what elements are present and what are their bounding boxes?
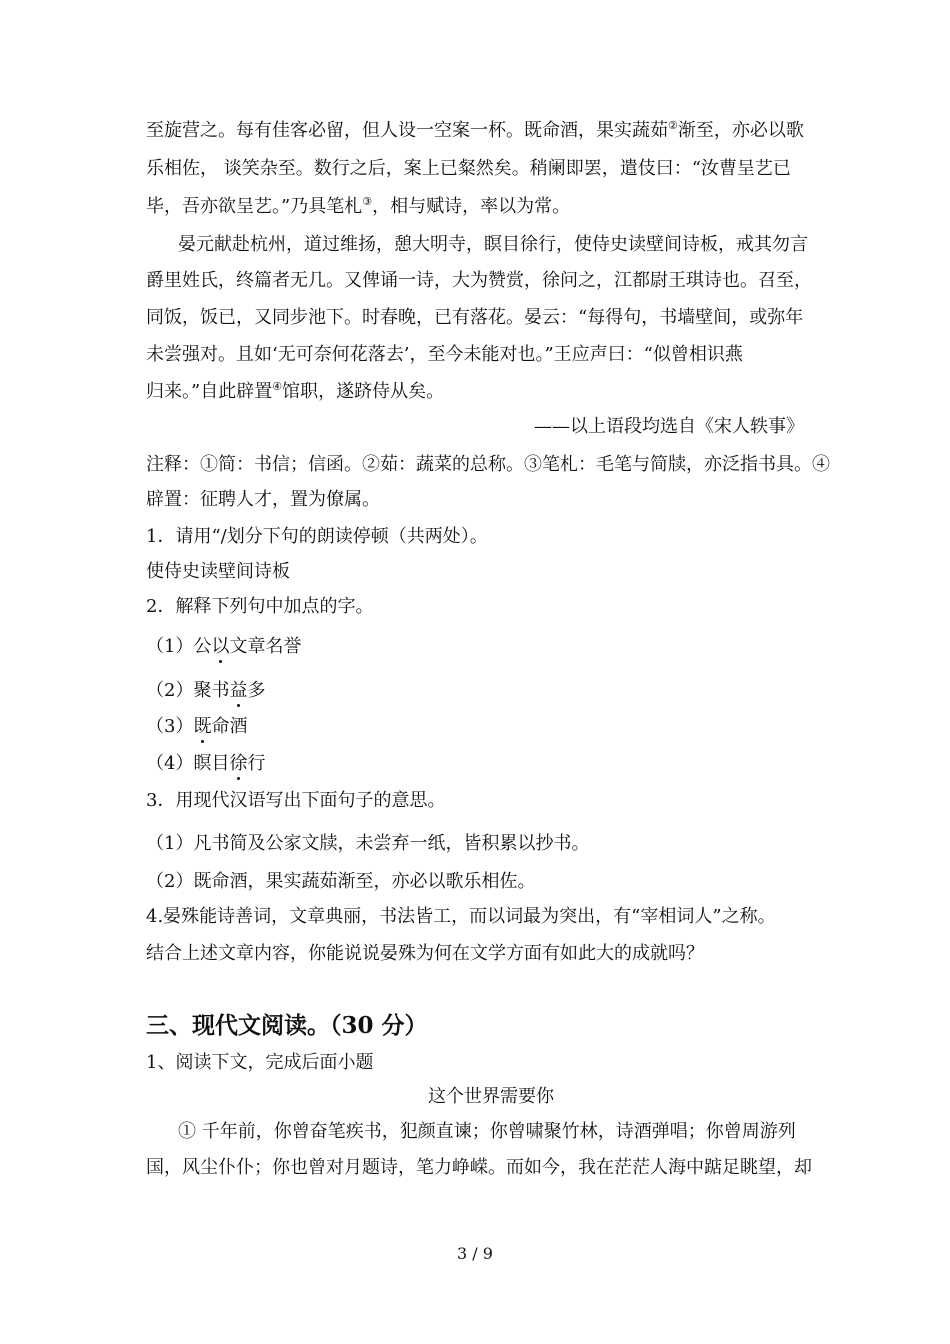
item-suffix: 文章名誉: [229, 636, 302, 657]
passage-line-1: [146, 120, 810, 142]
item-prefix: （1）公: [146, 636, 212, 657]
passage-line-8-part-a: 归来。”自此辟置: [146, 381, 273, 402]
question-3-item-2: （2）既命酒，果实蔬茹渐至，亦必以歌乐相佐。: [146, 871, 536, 892]
footnote-marker-2: ②: [668, 119, 678, 132]
item-prefix: （4）瞑目: [146, 753, 230, 774]
question-1-sentence: 使侍史读壁间诗板: [146, 561, 290, 582]
passage-line-3-part-b: ，相与赋诗，率以为常。: [372, 196, 571, 217]
question-1: 1．请用“/划分下句的朗读停顿（共两处）。: [146, 526, 488, 547]
passage-line-2: 乐相佐， 谈笑杂至。数行之后，案上已粲然矣。稍阑即罢，遣伎曰：“汝曹呈艺已: [146, 158, 791, 179]
passage-line-3-part-a: 毕，吾亦欲呈艺。”乃具笔札: [146, 196, 363, 217]
question-4-line-2: 结合上述文章内容，你能说说晏殊为何在文学方面有如此大的成就吗？: [146, 943, 704, 964]
passage-line-1-part-a: 至旋营之。每有佳客必留，但人设一空案一杯。既命酒，果实蔬茹: [146, 120, 668, 141]
question-3-item-1: （1）凡书简及公家文牍，未尝弃一纸，皆积累以抄书。: [146, 833, 590, 854]
item-suffix: 命酒: [211, 716, 248, 737]
passage-line-1-part-b: 渐至，亦必以歌: [677, 120, 804, 141]
dotted-char: 既: [193, 716, 212, 737]
page-number: 3 / 9: [457, 1244, 493, 1263]
footnote-marker-3: ③: [362, 195, 373, 208]
passage-line-7: 未尝强对。且如‘无可奈何花落去’，至今未能对也。”王应声曰：“似曾相识燕: [146, 344, 743, 365]
dotted-char: 徐: [229, 753, 248, 774]
item-suffix: 多: [247, 680, 266, 701]
passage-line-3: [146, 196, 810, 218]
reading-title: 这个世界需要你: [428, 1086, 554, 1107]
item-suffix: 行: [247, 753, 266, 774]
question-2: 2．解释下列句中加点的字。: [146, 596, 374, 617]
question-2-item-2: [146, 680, 810, 702]
item-prefix: （2）聚书: [146, 680, 230, 701]
section-3-instruction: 1、阅读下文，完成后面小题: [146, 1052, 374, 1073]
passage-line-8-part-b: 馆职，遂跻侍从矣。: [282, 381, 445, 402]
section-3-heading: 三、现代文阅读。（30 分）: [146, 1012, 428, 1039]
passage-line-8: [146, 381, 810, 403]
dotted-char: 以: [211, 636, 230, 657]
reading-line-2: 国，风尘仆仆；你也曾对月题诗，笔力峥嵘。而如今，我在茫茫人海中踮足眺望，却: [146, 1157, 812, 1178]
question-2-item-4: [146, 753, 810, 775]
item-prefix: （3）: [146, 716, 194, 737]
footnote-marker-4: ④: [272, 380, 283, 393]
passage-line-5: 爵里姓氏，终篇者无几。又俾诵一诗，大为赞赏，徐问之，江都尉王琪诗也。召至，: [146, 270, 812, 291]
reading-line-1: ① 千年前，你曾奋笔疾书，犯颜直谏；你曾啸聚竹林，诗酒弹唱；你曾周游列: [178, 1121, 796, 1142]
passage-source: ——以上语段均选自《宋人轶事》: [534, 416, 804, 437]
question-2-item-1: [146, 636, 810, 658]
notes-line-1: 注释：①简：书信；信函。②茹：蔬菜的总称。③笔札：毛笔与简牍，亦泛指书具。④: [146, 454, 830, 475]
question-3: 3．用现代汉语写出下面句子的意思。: [146, 790, 446, 811]
passage-line-6: 同饭，饭已，又同步池下。时春晚，已有落花。晏云：“每得句，书墙壁间，或弥年: [146, 307, 804, 328]
passage-line-4: 晏元献赴杭州，道过维扬，憩大明寺，瞑目徐行，使侍史读壁间诗板，戒其勿言: [178, 234, 808, 255]
notes-line-2: 辟置：征聘人才，置为僚属。: [146, 489, 380, 510]
question-4-line-1: 4.晏殊能诗善词，文章典丽，书法皆工，而以词最为突出，有“宰相词人”之称。: [146, 906, 776, 927]
question-2-item-3: [146, 716, 810, 738]
dotted-char: 益: [229, 680, 248, 701]
